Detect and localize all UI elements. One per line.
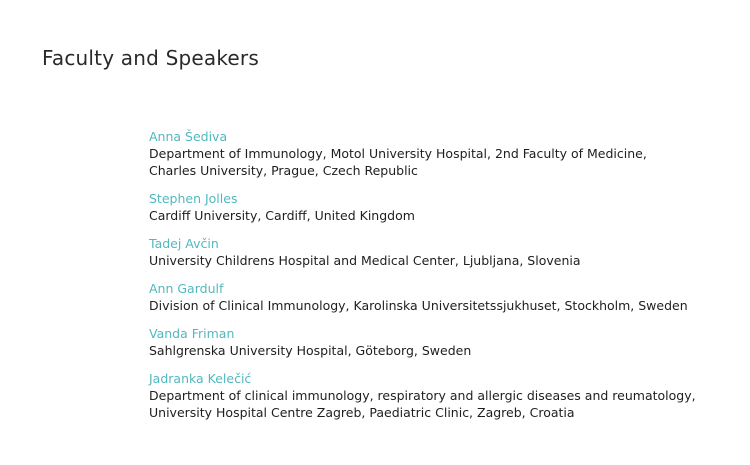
speaker-affiliation-line: Cardiff University, Cardiff, United Kingdom xyxy=(149,208,415,223)
speaker-affiliation-line: Department of clinical immunology, respiratory and allergic diseases and reumatology, xyxy=(149,388,696,403)
speaker-affiliation-line: Sahlgrenska University Hospital, Göteborg, Sweden xyxy=(149,343,472,358)
speaker-affiliation-line: Charles University, Prague, Czech Republic xyxy=(149,163,418,178)
speaker-name: Ann Gardulf xyxy=(149,281,224,296)
speaker-name: Stephen Jolles xyxy=(149,191,238,206)
page-title: Faculty and Speakers xyxy=(42,46,259,70)
speaker-affiliation-line: Department of Immunology, Motol University Hospital, 2nd Faculty of Medicine, xyxy=(149,146,647,161)
speaker-name: Jadranka Kelečić xyxy=(149,371,252,386)
speaker-name: Anna Šediva xyxy=(149,129,228,144)
speaker-entry xyxy=(149,280,739,314)
speaker-list xyxy=(149,128,739,432)
speaker-name: Tadej Avčin xyxy=(149,236,219,251)
speaker-affiliation-line: University Hospital Centre Zagreb, Paediatric Clinic, Zagreb, Croatia xyxy=(149,405,575,420)
speaker-affiliation-line: Division of Clinical Immunology, Karolinska Universitetssjukhuset, Stockholm, Sweden xyxy=(149,298,688,313)
speaker-entry xyxy=(149,128,739,179)
speaker-affiliation-line: University Childrens Hospital and Medical Center, Ljubljana, Slovenia xyxy=(149,253,581,268)
speaker-entry xyxy=(149,190,739,224)
speaker-entry xyxy=(149,370,739,421)
speaker-name: Vanda Friman xyxy=(149,326,235,341)
speaker-entry xyxy=(149,235,739,269)
speaker-entry xyxy=(149,325,739,359)
